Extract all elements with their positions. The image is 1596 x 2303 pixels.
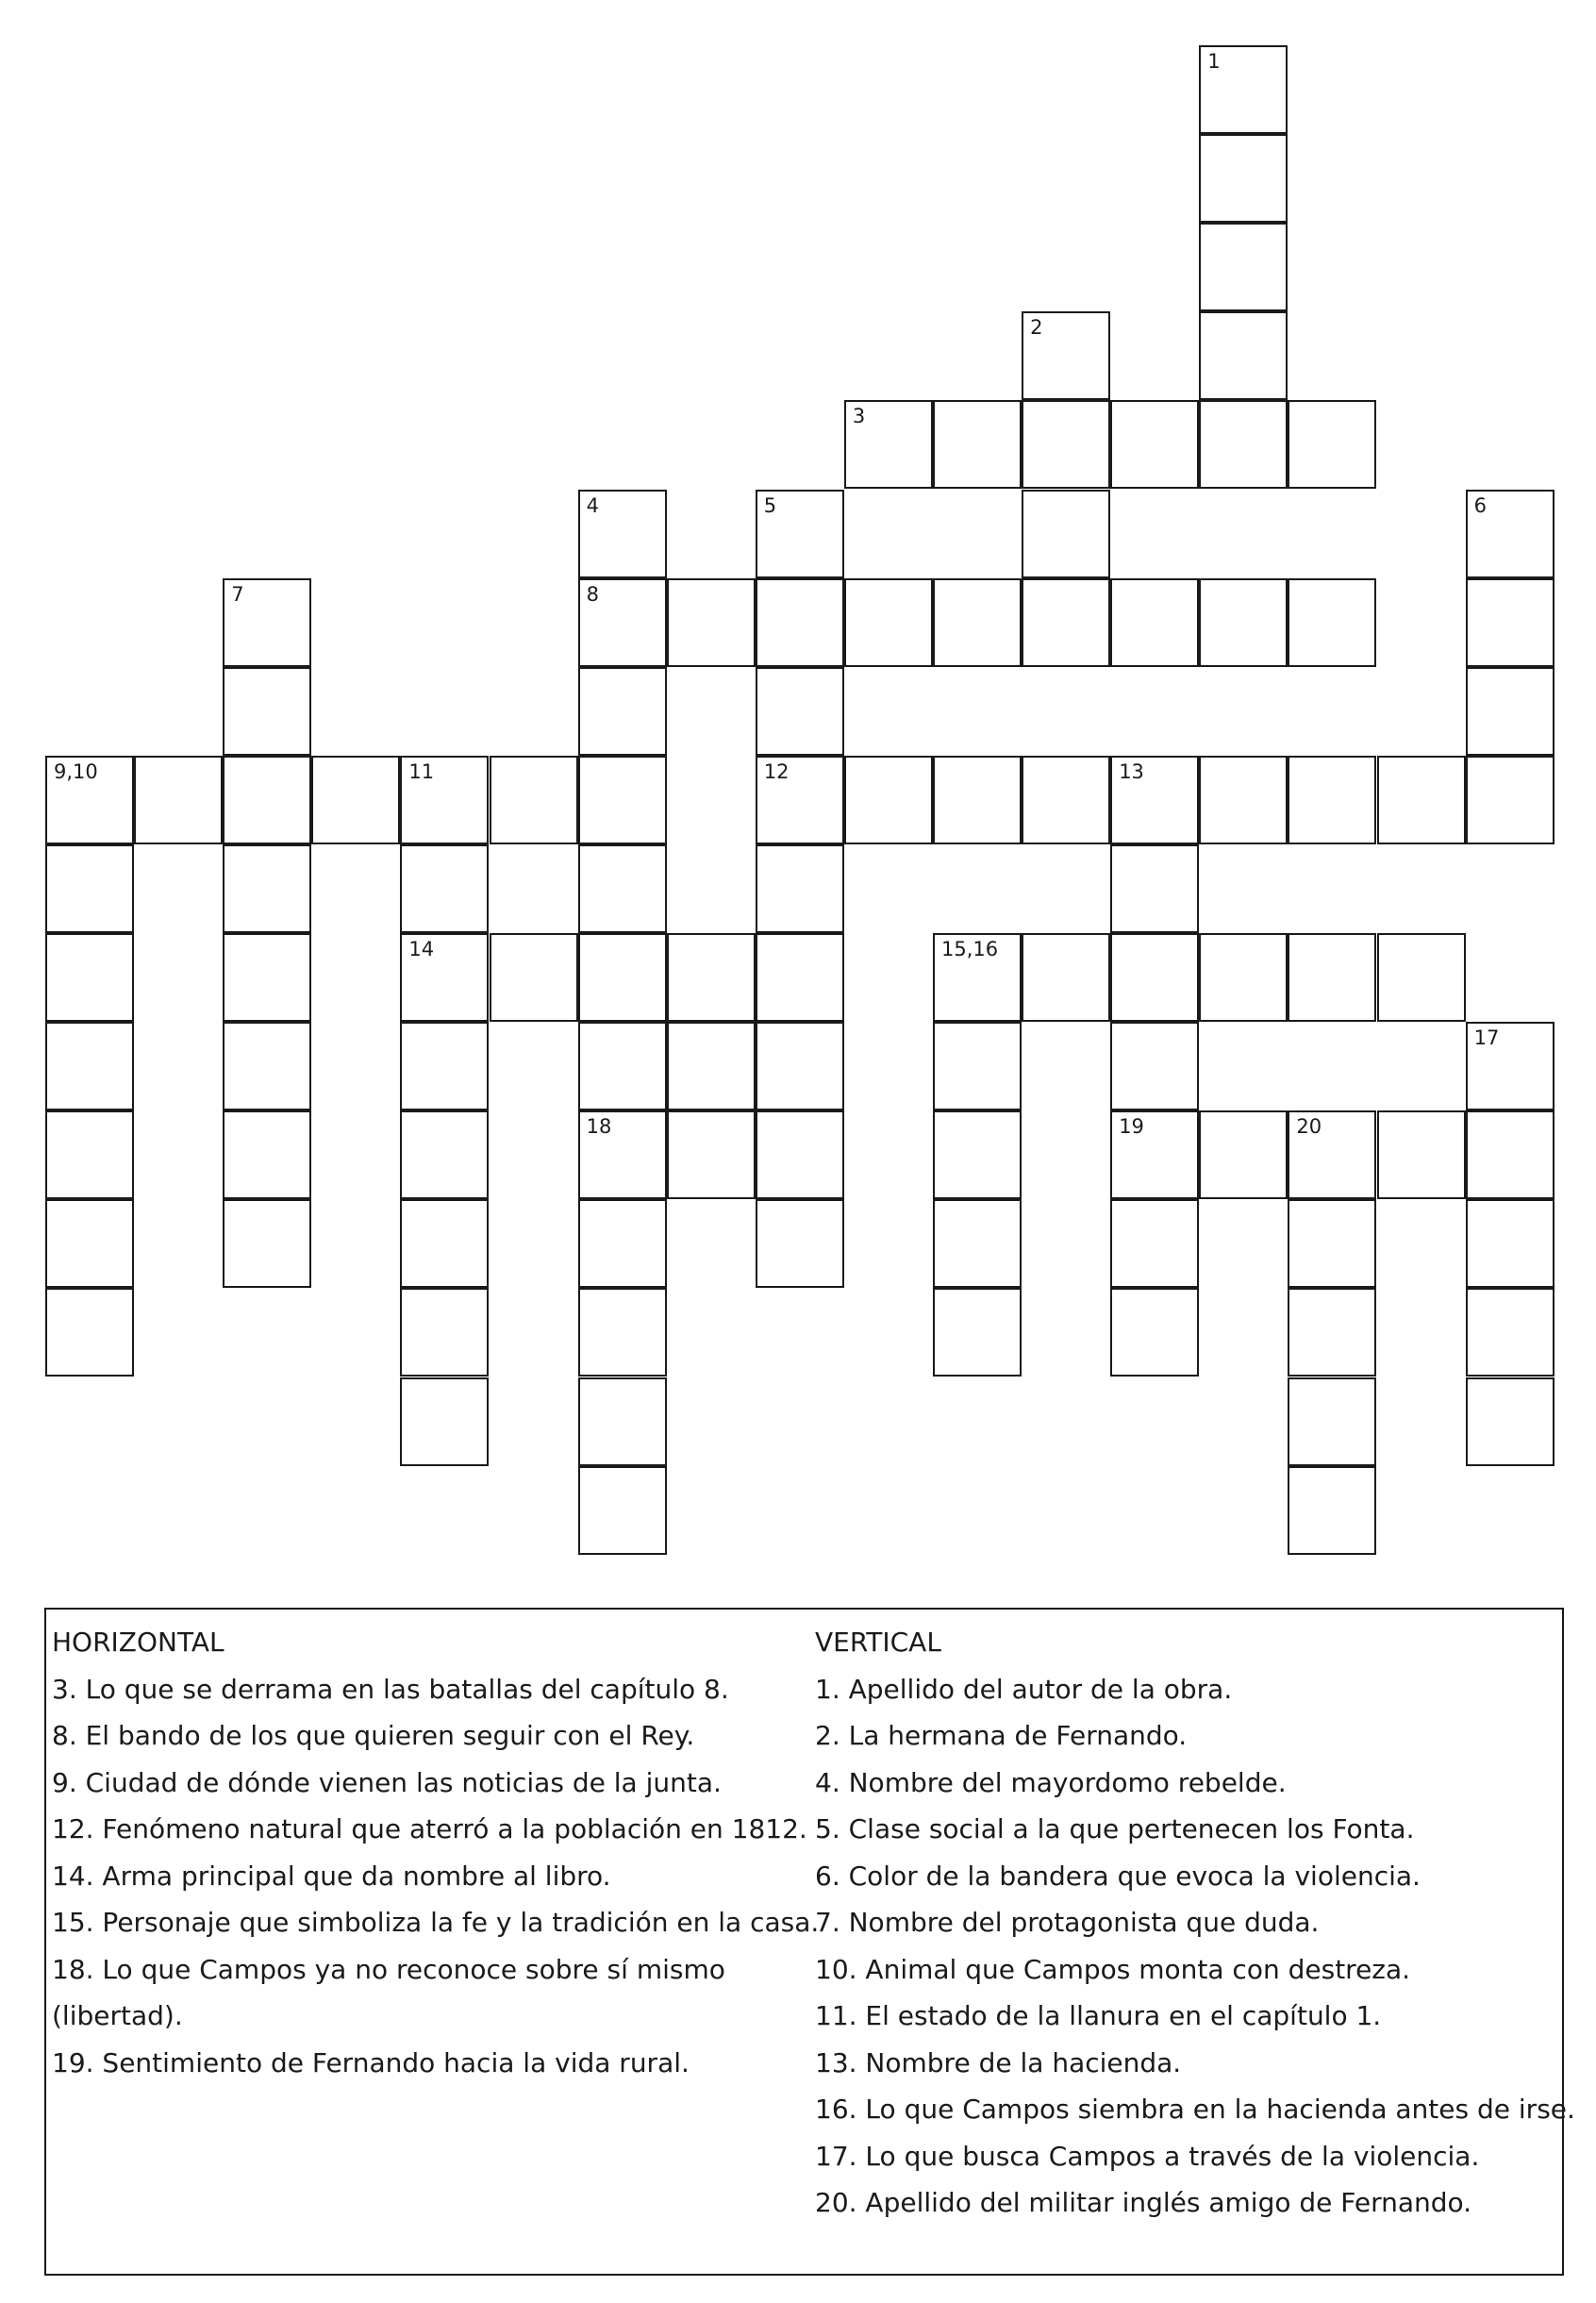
grid-cell[interactable]: [1288, 1199, 1376, 1288]
grid-cell[interactable]: [1288, 1110, 1376, 1199]
grid-cell[interactable]: [933, 578, 1022, 667]
grid-cell[interactable]: [933, 1110, 1022, 1199]
grid-cell[interactable]: [1022, 933, 1110, 1022]
grid-cell[interactable]: [667, 933, 756, 1022]
clue-v-10: 16. Lo que Campos siembra en la hacienda antes de irse.: [815, 2094, 1575, 2125]
vertical-heading: VERTICAL: [815, 1627, 941, 1658]
grid-cell[interactable]: [756, 578, 844, 667]
clue-h-2: 8. El bando de los que quieren seguir con el Rey.: [52, 1720, 695, 1751]
clue-v-8: 11. El estado de la llanura en el capítulo 1.: [815, 2000, 1382, 2031]
grid-cell[interactable]: [756, 756, 844, 844]
grid-cell[interactable]: [1110, 756, 1199, 844]
grid-cell[interactable]: [756, 490, 844, 578]
grid-cell[interactable]: [1110, 1110, 1199, 1199]
grid-cell[interactable]: [1466, 1110, 1554, 1199]
grid-cell[interactable]: [1288, 933, 1376, 1022]
grid-cell[interactable]: [1466, 1288, 1554, 1377]
grid-cell[interactable]: [933, 1022, 1022, 1110]
clue-number: 17: [1473, 1026, 1500, 1050]
grid-cell[interactable]: [933, 1288, 1022, 1377]
clue-v-1: 1. Apellido del autor de la obra.: [815, 1673, 1233, 1705]
clue-number: 15,16: [941, 938, 999, 960]
grid-cell[interactable]: [933, 933, 1022, 1022]
grid-cell[interactable]: [1466, 578, 1554, 667]
grid-cell[interactable]: [1466, 1377, 1554, 1466]
grid-cell[interactable]: [578, 933, 667, 1022]
grid-cell[interactable]: [1288, 578, 1376, 667]
grid-cell[interactable]: [667, 1110, 756, 1199]
grid-cell[interactable]: [667, 1022, 756, 1110]
vertical-clues: [815, 1619, 1575, 2227]
grid-cell[interactable]: [1199, 756, 1288, 844]
grid-cell[interactable]: [1110, 1288, 1199, 1377]
grid-cell[interactable]: [1288, 1288, 1376, 1377]
grid-cell[interactable]: [1199, 134, 1288, 223]
grid-cell[interactable]: [45, 933, 134, 1022]
grid-cell[interactable]: [1377, 756, 1466, 844]
grid-cell[interactable]: [1022, 400, 1110, 489]
clue-h-7-cont: (libertad).: [52, 2000, 183, 2031]
grid-cell[interactable]: [578, 756, 667, 844]
grid-cell[interactable]: [756, 667, 844, 756]
clue-v-12: 20. Apellido del militar inglés amigo de Fernando.: [815, 2187, 1472, 2218]
grid-cell[interactable]: [578, 578, 667, 667]
grid-cell[interactable]: [1466, 1022, 1554, 1110]
grid-cell[interactable]: [1466, 756, 1554, 844]
grid-cell[interactable]: [844, 400, 933, 489]
grid-cell[interactable]: [1199, 1110, 1288, 1199]
clue-v-4: 5. Clase social a la que pertenecen los Fonta.: [815, 1813, 1415, 1844]
clue-h-1: 3. Lo que se derrama en las batallas del capítulo 8.: [52, 1673, 729, 1705]
grid-cell[interactable]: [1199, 578, 1288, 667]
clues-box: [44, 1608, 1575, 2276]
clue-h-3: 9. Ciudad de dónde vienen las noticias de la junta.: [52, 1766, 722, 1798]
grid-cell[interactable]: [1199, 45, 1288, 134]
clue-number: 3: [852, 405, 866, 428]
grid-cell[interactable]: [756, 844, 844, 933]
clue-number: 2: [1030, 316, 1043, 340]
clue-v-5: 6. Color de la bandera que evoca la violencia.: [815, 1860, 1421, 1892]
grid-cell[interactable]: [1199, 223, 1288, 311]
clue-v-9: 13. Nombre de la hacienda.: [815, 2046, 1182, 2078]
grid-cell[interactable]: [1110, 844, 1199, 933]
clue-h-5: 14. Arma principal que da nombre al libro.: [52, 1860, 611, 1892]
grid-cell[interactable]: [578, 1110, 667, 1199]
grid-cell[interactable]: [490, 933, 578, 1022]
grid-cell[interactable]: [223, 667, 311, 756]
grid-cell[interactable]: [756, 1022, 844, 1110]
grid-cell[interactable]: [400, 1022, 489, 1110]
grid-cell[interactable]: [933, 1199, 1022, 1288]
grid-cell[interactable]: [933, 400, 1022, 489]
grid-cell[interactable]: [756, 933, 844, 1022]
horizontal-heading: HORIZONTAL: [52, 1627, 224, 1658]
grid-cell[interactable]: [1377, 1110, 1466, 1199]
clue-number: 9,10: [54, 759, 98, 783]
grid-cell[interactable]: [223, 1199, 311, 1288]
grid-cell[interactable]: [400, 933, 489, 1022]
clue-number: 12: [763, 759, 790, 783]
grid-cell[interactable]: [223, 578, 311, 667]
grid-cell[interactable]: [223, 933, 311, 1022]
grid-cell[interactable]: [45, 1288, 134, 1377]
grid-cell[interactable]: [45, 1110, 134, 1199]
grid-cell[interactable]: [578, 844, 667, 933]
grid-cell[interactable]: [933, 756, 1022, 844]
grid-cell[interactable]: [756, 1110, 844, 1199]
grid-cell[interactable]: [578, 1199, 667, 1288]
grid-cell[interactable]: [1288, 756, 1376, 844]
clue-v-6: 7. Nombre del protagonista que duda.: [815, 1907, 1320, 1938]
grid-cell[interactable]: [1466, 490, 1554, 578]
clue-v-3: 4. Nombre del mayordomo rebelde.: [815, 1766, 1287, 1798]
clue-number: 18: [586, 1115, 612, 1139]
clue-number: 11: [408, 759, 435, 783]
clue-number: 7: [231, 582, 244, 606]
grid-cell[interactable]: [1199, 311, 1288, 400]
grid-cell[interactable]: [223, 1110, 311, 1199]
grid-cell[interactable]: [1199, 933, 1288, 1022]
grid-cell[interactable]: [400, 1199, 489, 1288]
grid-cell[interactable]: [134, 756, 223, 844]
grid-cell[interactable]: [578, 1022, 667, 1110]
grid-cell[interactable]: [578, 1377, 667, 1466]
grid-cell[interactable]: [1377, 933, 1466, 1022]
grid-cell[interactable]: [1110, 400, 1199, 489]
grid-cell[interactable]: [1288, 400, 1376, 489]
grid-cell[interactable]: [1110, 578, 1199, 667]
clue-h-7: 18. Lo que Campos ya no reconoce sobre sí mismo: [52, 1953, 725, 1985]
grid-cell[interactable]: [45, 756, 134, 844]
clue-h-8: 19. Sentimiento de Fernando hacia la vida rural.: [52, 2046, 690, 2078]
grid-cell[interactable]: [400, 844, 489, 933]
clue-number: 1: [1207, 50, 1221, 73]
grid-cell[interactable]: [756, 1199, 844, 1288]
grid-cell[interactable]: [223, 1022, 311, 1110]
clue-number: 14: [408, 938, 435, 960]
grid-cell[interactable]: [45, 1199, 134, 1288]
grid-cell[interactable]: [45, 1022, 134, 1110]
grid-cell[interactable]: [490, 756, 578, 844]
grid-cell[interactable]: [1110, 1022, 1199, 1110]
grid-cell[interactable]: [1466, 667, 1554, 756]
clue-number: 20: [1296, 1115, 1322, 1139]
grid-cell[interactable]: [1022, 490, 1110, 578]
clue-number: 6: [1473, 493, 1487, 517]
grid-cell[interactable]: [45, 844, 134, 933]
grid-cell[interactable]: [578, 1466, 667, 1555]
clue-h-4: 12. Fenómeno natural que aterró a la población en 1812.: [52, 1813, 807, 1844]
grid-cell[interactable]: [844, 756, 933, 844]
grid-cell[interactable]: [1199, 400, 1288, 489]
clue-v-2: 2. La hermana de Fernando.: [815, 1720, 1188, 1751]
clue-v-7: 10. Animal que Campos monta con destreza.: [815, 1953, 1411, 1985]
grid-cell[interactable]: [667, 578, 756, 667]
grid-cell[interactable]: [223, 844, 311, 933]
grid-cell[interactable]: [844, 578, 933, 667]
grid-cell[interactable]: [400, 1288, 489, 1377]
grid-cell[interactable]: [1288, 1466, 1376, 1555]
grid-cell[interactable]: [400, 1110, 489, 1199]
grid-cell[interactable]: [1022, 756, 1110, 844]
clue-h-6: 15. Personaje que simboliza la fe y la tradición en la casa.: [52, 1907, 820, 1938]
grid-cell[interactable]: [578, 667, 667, 756]
grid-cell[interactable]: [1466, 1199, 1554, 1288]
grid-cell[interactable]: [1110, 1199, 1199, 1288]
grid-cell[interactable]: [1110, 933, 1199, 1022]
horizontal-clues: [52, 1619, 820, 2086]
clue-v-11: 17. Lo que busca Campos a través de la violencia.: [815, 2140, 1480, 2172]
grid-cell[interactable]: [223, 756, 311, 844]
clue-number: 19: [1119, 1115, 1144, 1139]
grid-cell[interactable]: [1022, 578, 1110, 667]
grid-cell[interactable]: [400, 756, 489, 844]
grid-cell[interactable]: [1022, 311, 1110, 400]
grid-cell[interactable]: [400, 1377, 489, 1466]
grid-cell[interactable]: [1288, 1377, 1376, 1466]
grid-cell[interactable]: [578, 490, 667, 578]
grid-cell[interactable]: [311, 756, 400, 844]
clue-number: 5: [763, 493, 777, 517]
clue-number: 8: [586, 582, 599, 606]
clue-number: 4: [586, 493, 599, 517]
clue-number: 13: [1119, 759, 1144, 783]
grid-cell[interactable]: [578, 1288, 667, 1377]
